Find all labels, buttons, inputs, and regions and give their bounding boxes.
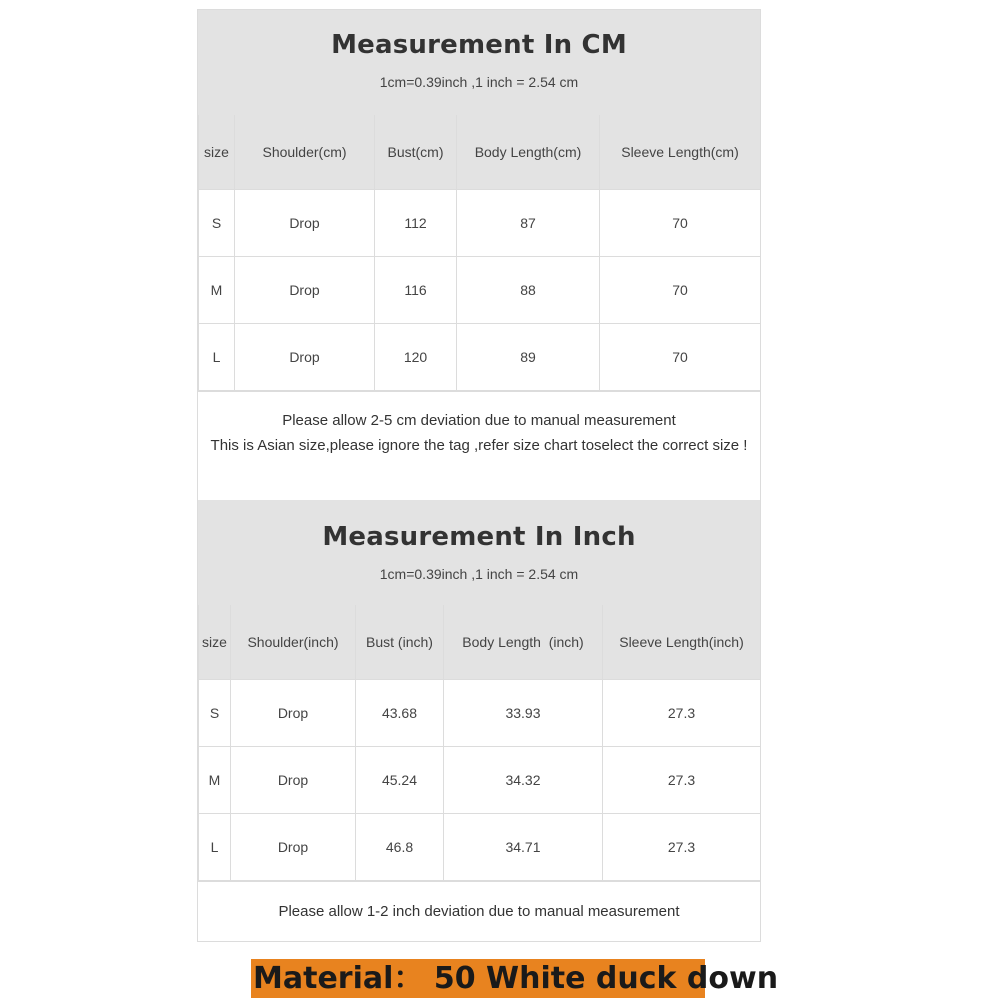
- table-row: [199, 747, 761, 814]
- table-cell: 87: [457, 189, 600, 256]
- table-row: [199, 814, 761, 881]
- table-cell: 120: [375, 323, 457, 390]
- column-header: size: [199, 115, 235, 189]
- inch-deviation-note: Please allow 1-2 inch deviation due to manual measurement: [198, 881, 760, 941]
- table-cell: L: [199, 323, 235, 390]
- inch-section-header: [198, 500, 760, 605]
- column-header: Bust (inch): [356, 605, 444, 680]
- table-cell: 27.3: [603, 747, 761, 814]
- column-header: Shoulder(inch): [231, 605, 356, 680]
- table-cell: 70: [600, 189, 761, 256]
- cm-deviation-note: [198, 391, 760, 500]
- table-cell: 27.3: [603, 680, 761, 747]
- cm-section-header: [198, 10, 760, 115]
- table-cell: 46.8: [356, 814, 444, 881]
- table-cell: 43.68: [356, 680, 444, 747]
- table-cell: 34.71: [444, 814, 603, 881]
- table-cell: Drop: [235, 256, 375, 323]
- table-row: [199, 680, 761, 747]
- table-cell: M: [199, 256, 235, 323]
- table-cell: 33.93: [444, 680, 603, 747]
- column-header: Body Length (inch): [444, 605, 603, 680]
- table-cell: 34.32: [444, 747, 603, 814]
- table-row: [199, 323, 761, 390]
- column-header: Sleeve Length(inch): [603, 605, 761, 680]
- column-header: Bust(cm): [375, 115, 457, 189]
- table-cell: Drop: [231, 747, 356, 814]
- table-cell: Drop: [231, 680, 356, 747]
- deviation-text: Please allow 2-5 cm deviation due to manual measurement: [282, 411, 676, 429]
- table-cell: L: [199, 814, 231, 881]
- table-cell: 88: [457, 256, 600, 323]
- table-cell: 116: [375, 256, 457, 323]
- column-header: Sleeve Length(cm): [600, 115, 761, 189]
- table-cell: Drop: [235, 323, 375, 390]
- cm-size-table: [198, 115, 761, 391]
- table-cell: 45.24: [356, 747, 444, 814]
- cm-header-row: [199, 115, 761, 189]
- column-header: size: [199, 605, 231, 680]
- inch-size-table: [198, 605, 761, 882]
- material-banner: Material： 50 White duck down: [253, 961, 779, 996]
- table-row: [199, 256, 761, 323]
- cm-title: Measurement In CM: [331, 30, 627, 60]
- table-cell: 27.3: [603, 814, 761, 881]
- table-cell: Drop: [235, 189, 375, 256]
- table-cell: Drop: [231, 814, 356, 881]
- table-cell: M: [199, 747, 231, 814]
- cm-conversion-note: 1cm=0.39inch ,1 inch = 2.54 cm: [379, 74, 579, 90]
- table-cell: 89: [457, 323, 600, 390]
- table-cell: S: [199, 189, 235, 256]
- table-cell: 112: [375, 189, 457, 256]
- table-cell: S: [199, 680, 231, 747]
- column-header: Shoulder(cm): [235, 115, 375, 189]
- table-cell: 70: [600, 256, 761, 323]
- table-cell: 70: [600, 323, 761, 390]
- column-header: Body Length(cm): [457, 115, 600, 189]
- asian-size-text: This is Asian size,please ignore the tag ,refer size chart toselect the correct size !: [210, 436, 748, 454]
- inch-conversion-note: 1cm=0.39inch ,1 inch = 2.54 cm: [379, 565, 579, 582]
- table-row: [199, 189, 761, 256]
- size-chart: [197, 9, 761, 942]
- inch-header-row: [199, 605, 761, 680]
- inch-title: Measurement In Inch: [322, 521, 636, 552]
